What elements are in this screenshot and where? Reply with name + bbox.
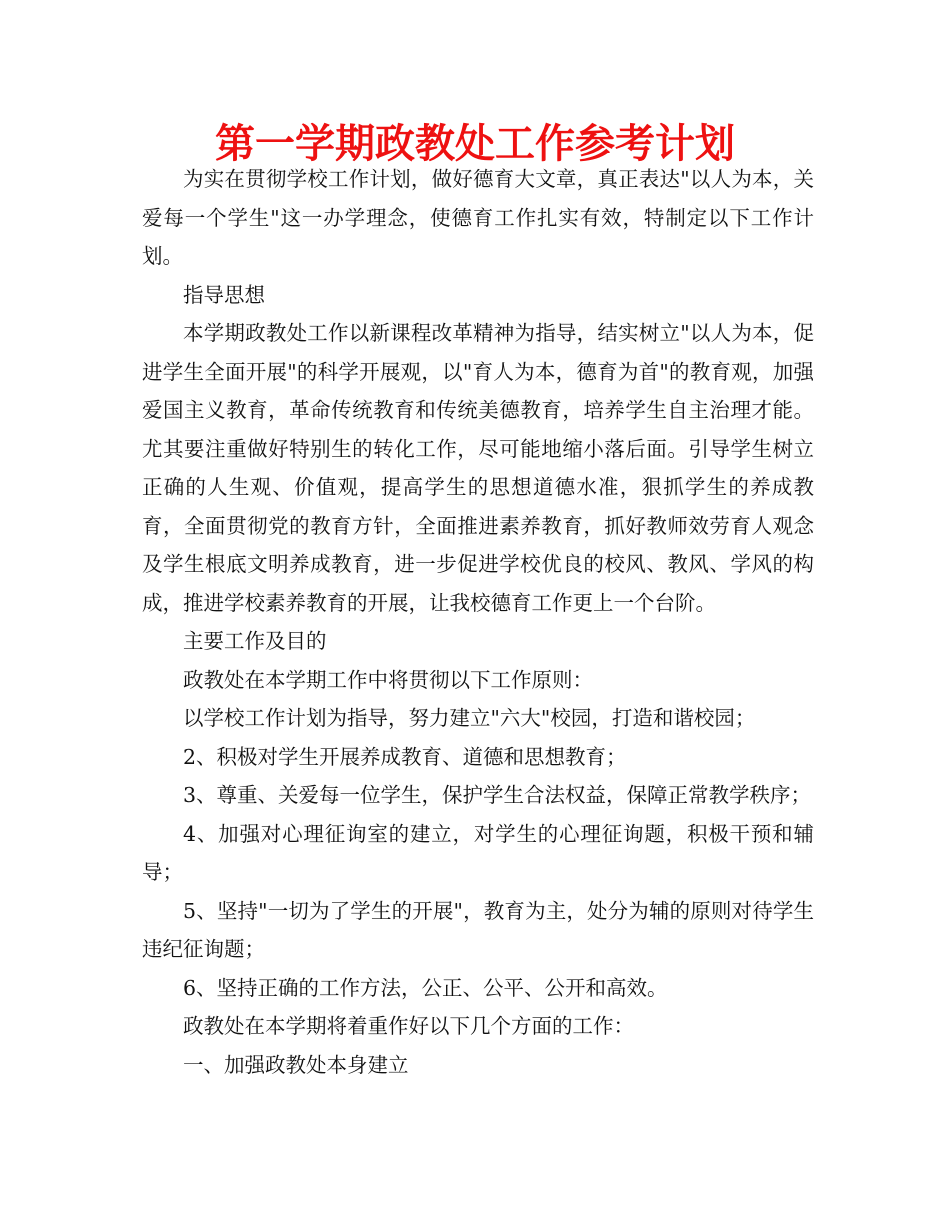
list-item-principle-2: 2、积极对学生开展养成教育、道德和思想教育； [183,744,627,769]
heading-section-1: 一、加强政教处本身建立 [183,1052,409,1077]
list-item-principle-4: 4、加强对心理征询室的建立，对学生的心理征询题，积极干预和辅导； [142,821,814,884]
paragraph-intro: 为实在贯彻学校工作计划，做好德育大文章，真正表达"以人为本，关爱每一个学生"这一办学理念，使德育工作扎实有效，特制定以下工作计划。 [142,167,814,268]
paragraph-focus-intro: 政教处在本学期将着重作好以下几个方面的工作： [183,1014,634,1038]
list-item-principle-3: 3、尊重、关爱每一位学生，保护学生合法权益，保障正常教学秩序； [183,783,812,807]
heading-main-work: 主要工作及目的 [183,629,327,653]
heading-guiding-thought: 指导思想 [183,282,265,307]
list-item-principle-6: 6、坚持正确的工作方法，公正、公平、公开和高效。 [183,975,668,1000]
list-item-principle-1: 以学校工作计划为指导，努力建立"六大"校园，打造和谐校园； [183,706,756,730]
list-item-principle-5: 5、坚持"一切为了学生的开展"，教育为主，处分为辅的原则对待学生违纪征询题； [142,898,814,961]
paragraph-guiding-thought: 本学期政教处工作以新课程改革精神为指导，结实树立"以人为本，促进学生全面开展"的科学开展观，以"育人为本，德育为首"的教育观，加强爱国主义教育，革命传统教育和传统美德教育，培养学生自主治理才能。尤其要注重做好特别生的转化工作，尽可能地缩小落后面。引导学生树立正确的人生观、价值观，提高学生的思想道德水准，狠抓学生的养成教育，全面贯彻党的教育方针，全面推进素养教育，抓好教师效劳育人观念及学生根底文明养成教育，进一步促进学校优良的校风、教风、学风的构成，推进学校素养教育的开展，让我校德育工作更上一个台阶。 [142,321,814,615]
paragraph-principles-intro: 政教处在本学期工作中将贯彻以下工作原则： [183,667,593,692]
document-title: 第一学期政教处工作参考计划 [215,121,735,167]
document-body [142,160,814,1084]
